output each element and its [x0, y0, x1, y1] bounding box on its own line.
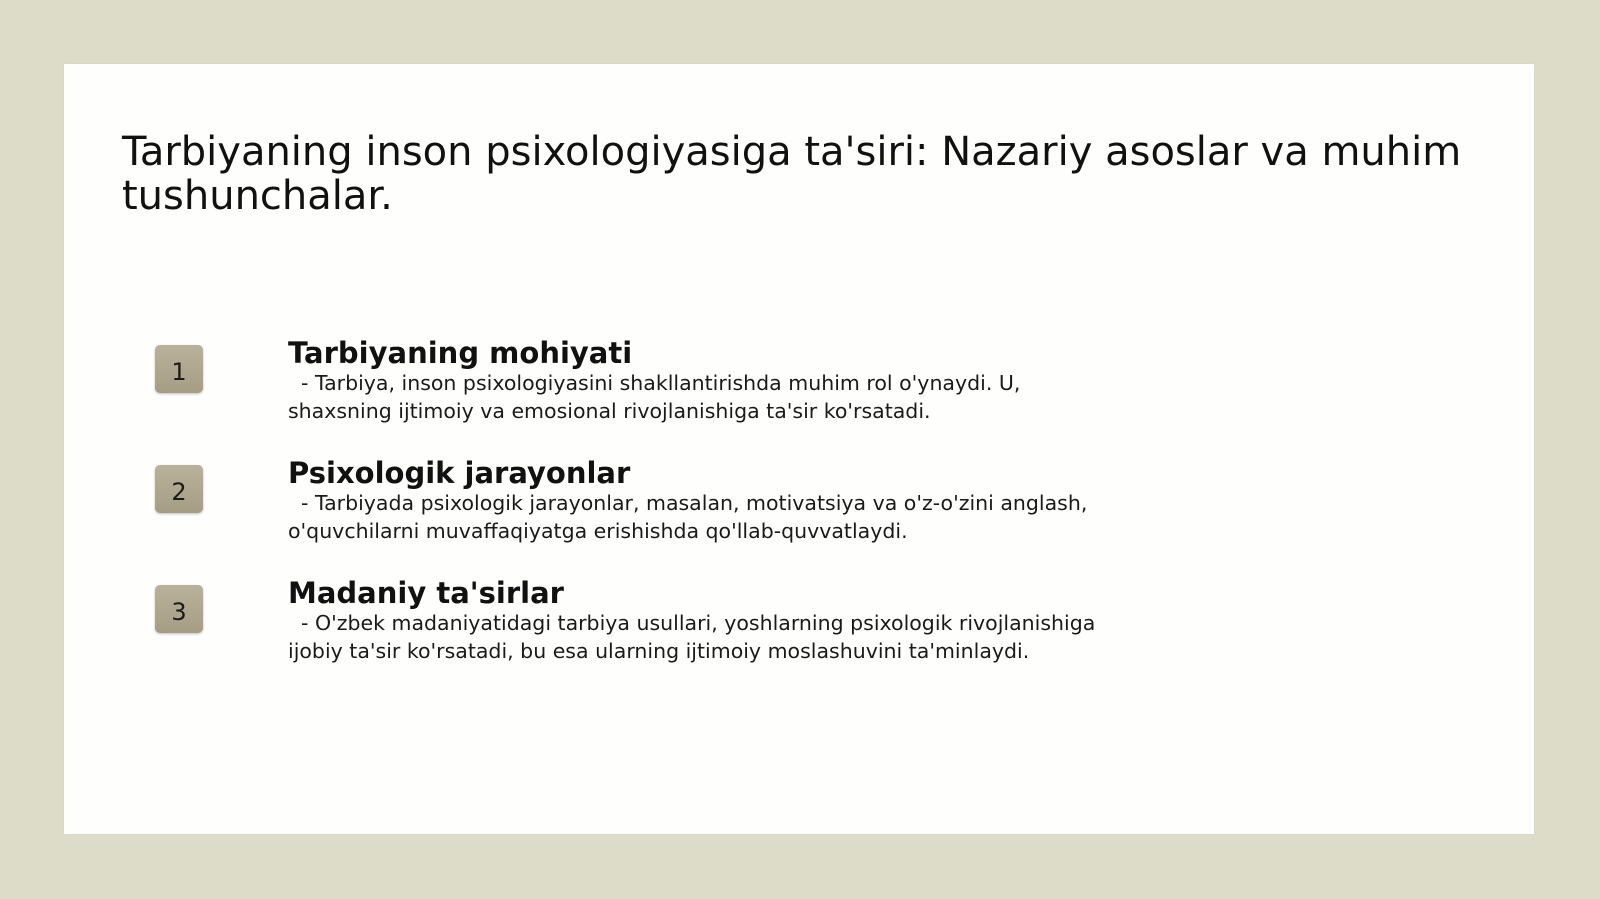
item-heading: Tarbiyaning mohiyati — [288, 336, 633, 370]
list-item — [64, 577, 1534, 697]
slide-title: Tarbiyaning inson psixologiyasiga ta'siri: Nazariy asoslar va muhim tushunchalar. — [122, 129, 1462, 219]
number-badge: 3 — [155, 585, 203, 633]
list-item — [64, 457, 1534, 577]
number-badge: 2 — [155, 465, 203, 513]
item-heading: Psixologik jarayonlar — [288, 456, 631, 490]
item-description: - Tarbiya, inson psixologiyasini shakllantirishda muhim rol o'ynaydi. U, shaxsning ijtimoiy va emosional rivojlanishiga ta'sir ko'rsatadi. — [288, 371, 1027, 423]
item-heading: Madaniy ta'sirlar — [288, 576, 564, 610]
item-description: - Tarbiyada psixologik jarayonlar, masalan, motivatsiya va o'z-o'zini anglash, o'quvchilarni muvaffaqiyatga erishishda qo'llab-quvvatlaydi. — [288, 491, 1094, 543]
item-description: - O'zbek madaniyatidagi tarbiya usullari, yoshlarning psixologik rivojlanishiga ijobiy ta'sir ko'rsatadi, bu esa ularning ijtimoiy moslashuvini ta'minlaydi. — [288, 611, 1102, 663]
slide-panel — [64, 64, 1534, 834]
number-badge: 1 — [155, 345, 203, 393]
list-item — [64, 337, 1534, 457]
